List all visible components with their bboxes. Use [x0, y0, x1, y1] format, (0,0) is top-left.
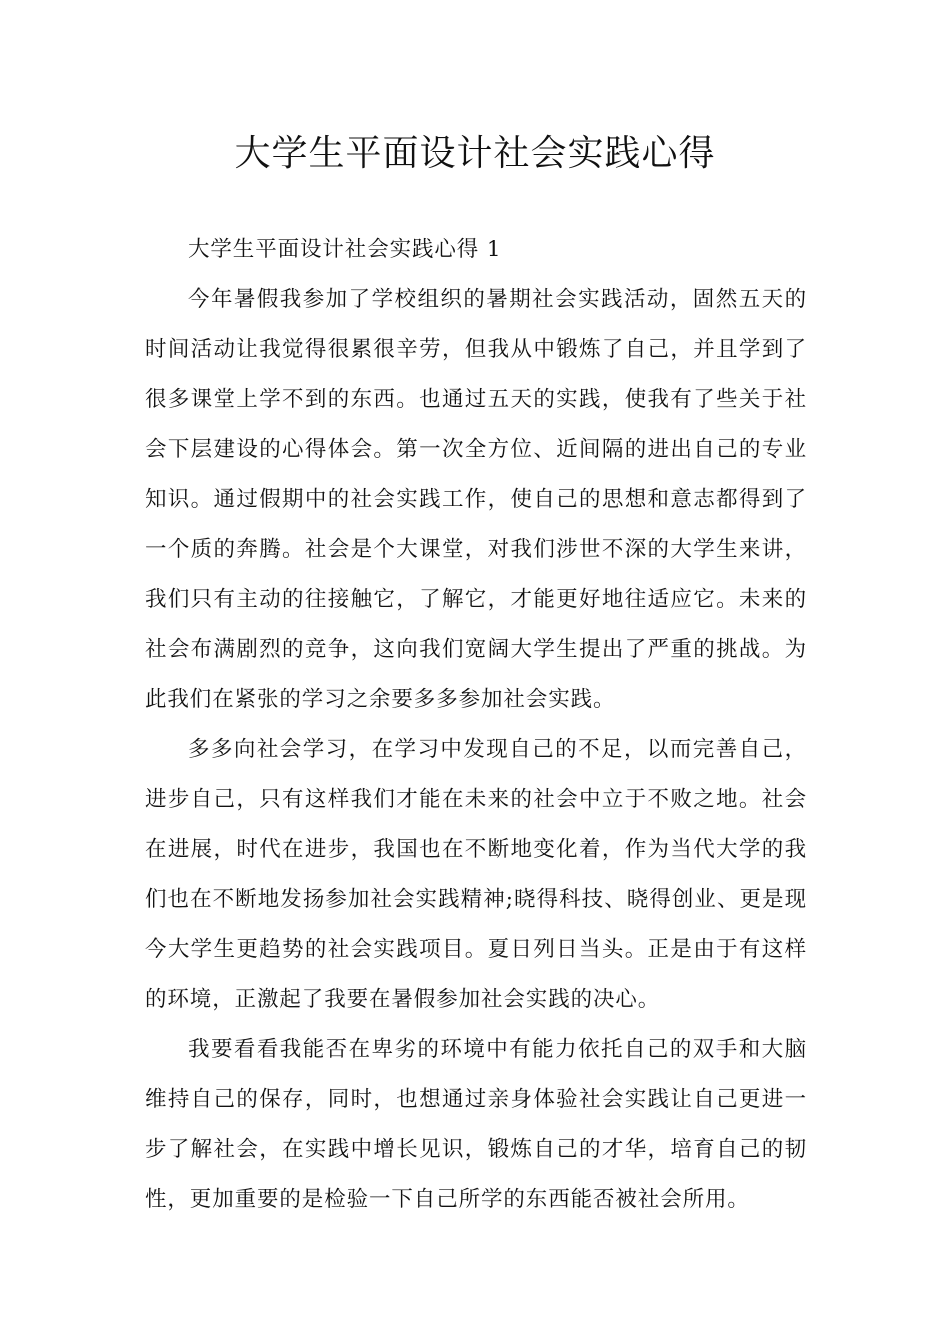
paragraph-2: 多多向社会学习，在学习中发现自己的不足，以而完善自己，进步自己，只有这样我们才能在未来的社会中立于不败之地。社会在进展，时代在进步，我国也在不断地变化着，作为当代大学的我们也在不断地发扬参加社会实践精神;晓得科技、晓得创业、更是现今大学生更趋势的社会实践项目。夏日列日当头。正是由于有这样的环境，正激起了我要在暑假参加社会实践的决心。 [145, 737, 807, 1012]
document-title: 大学生平面设计社会实践心得 [234, 133, 716, 174]
section-heading: 大学生平面设计社会实践心得 1 [188, 237, 502, 262]
paragraph-3: 我要看看我能否在卑劣的环境中有能力依托自己的双手和大脑维持自己的保存，同时，也想通过亲身体验社会实践让自己更进一步了解社会，在实践中增长见识，锻炼自己的才华，培育自己的韧性，更加重要的是检验一下自己所学的东西能否被社会所用。 [145, 1037, 807, 1212]
document-body [145, 225, 807, 1225]
paragraph-1: 今年暑假我参加了学校组织的暑期社会实践活动，固然五天的时间活动让我觉得很累很辛劳，但我从中锻炼了自己，并且学到了很多课堂上学不到的东西。也通过五天的实践，使我有了些关于社会下层建设的心得体会。第一次全方位、近间隔的进出自己的专业知识。通过假期中的社会实践工作，使自己的思想和意志都得到了一个质的奔腾。社会是个大课堂，对我们涉世不深的大学生来讲，我们只有主动的往接触它，了解它，才能更好地往适应它。未来的社会布满剧烈的竞争，这向我们宽阔大学生提出了严重的挑战。为此我们在紧张的学习之余要多多参加社会实践。 [145, 287, 807, 712]
